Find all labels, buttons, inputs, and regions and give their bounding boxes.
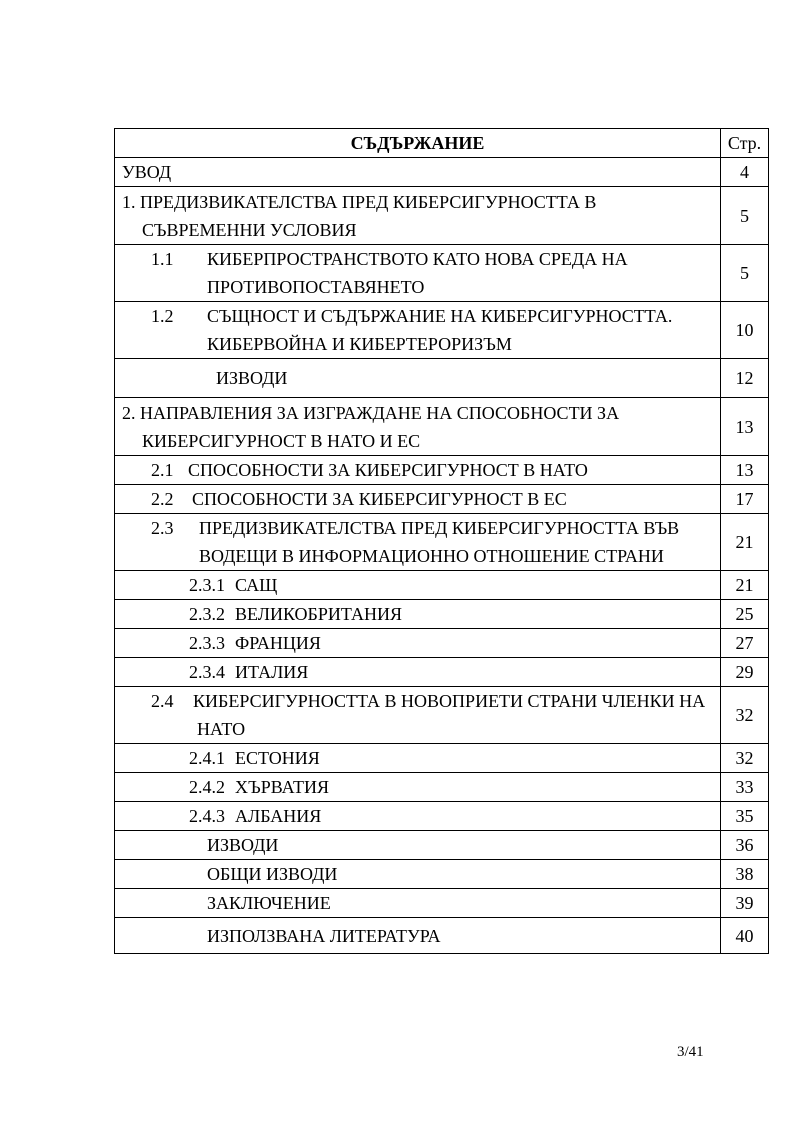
toc-entry <box>115 302 721 359</box>
toc-row <box>115 158 769 187</box>
toc-entry-text: ИТАЛИЯ <box>235 662 309 682</box>
toc-row <box>115 302 769 359</box>
toc-row <box>115 514 769 571</box>
toc-entry-body <box>122 399 720 455</box>
toc-entry-text: ИЗВОДИ <box>115 831 721 860</box>
toc-entry-page: 39 <box>721 889 769 918</box>
toc-entry-number: 2.1 <box>151 460 174 480</box>
toc-row <box>115 359 769 398</box>
toc-entry-body <box>115 600 720 628</box>
toc-entry-body <box>115 514 720 570</box>
toc-entry-page: 32 <box>721 744 769 773</box>
toc-entry <box>115 571 721 600</box>
toc-entry-page: 35 <box>721 802 769 831</box>
toc-entry-number: 2.4 <box>151 691 174 711</box>
toc-row <box>115 398 769 456</box>
toc-entry-number: 2.2 <box>151 489 174 509</box>
toc-entry-number: 1.2 <box>151 306 174 326</box>
toc-entry-text: ОБЩИ ИЗВОДИ <box>115 860 721 889</box>
toc-row <box>115 831 769 860</box>
toc-entry-page: 40 <box>721 918 769 954</box>
toc-row <box>115 629 769 658</box>
toc-row <box>115 456 769 485</box>
toc-header-row <box>115 129 769 158</box>
toc-entry-body <box>115 571 720 599</box>
toc-row <box>115 744 769 773</box>
toc-entry-page: 17 <box>721 485 769 514</box>
toc-entry-text: АЛБАНИЯ <box>235 806 322 826</box>
toc-entry-page: 13 <box>721 398 769 456</box>
toc-row <box>115 918 769 954</box>
toc-entry <box>115 514 721 571</box>
toc-entry-text: ПРЕДИЗВИКАТЕЛСТВА ПРЕД КИБЕРСИГУРНОСТТА В СЪВРЕМЕННИ УСЛОВИЯ <box>140 191 597 240</box>
toc-entry-text: УВОД <box>115 158 721 187</box>
toc-entry-page: 5 <box>721 245 769 302</box>
toc-entry <box>115 245 721 302</box>
toc-entry <box>115 802 721 831</box>
toc-row <box>115 802 769 831</box>
toc-entry <box>115 485 721 514</box>
toc-row <box>115 687 769 744</box>
toc-row <box>115 245 769 302</box>
toc-entry-text: ЕСТОНИЯ <box>235 748 320 768</box>
toc-entry-text: САЩ <box>235 575 278 595</box>
toc-entry-page: 32 <box>721 687 769 744</box>
toc-entry-body <box>115 456 720 484</box>
toc-row <box>115 889 769 918</box>
toc-entry-text: ФРАНЦИЯ <box>235 633 321 653</box>
toc-row <box>115 860 769 889</box>
toc-entry <box>115 600 721 629</box>
toc-entry-page: 27 <box>721 629 769 658</box>
toc-title: СЪДЪРЖАНИЕ <box>115 129 721 158</box>
toc-row <box>115 600 769 629</box>
toc-entry-text: СЪЩНОСТ И СЪДЪРЖАНИЕ НА КИБЕРСИГУРНОСТТА. КИБЕРВОЙНА И КИБЕРТЕРОРИЗЪМ <box>207 306 673 354</box>
toc-row <box>115 658 769 687</box>
toc-row <box>115 187 769 245</box>
page-column-header: Стр. <box>721 129 769 158</box>
toc-entry-number: 1.1 <box>151 249 174 269</box>
toc-entry-page: 10 <box>721 302 769 359</box>
toc-entry <box>115 658 721 687</box>
toc-entry-number: 2.3 <box>151 518 174 538</box>
toc-entry <box>115 773 721 802</box>
toc-entry-page: 25 <box>721 600 769 629</box>
toc-entry-page: 13 <box>721 456 769 485</box>
toc-entry-page: 36 <box>721 831 769 860</box>
toc-entry-number: 2.3.1 <box>189 575 225 595</box>
toc-entry-number: 2.4.2 <box>189 777 225 797</box>
toc-entry-page: 5 <box>721 187 769 245</box>
toc-entry <box>115 456 721 485</box>
toc-entry <box>115 187 721 245</box>
toc-entry-number: 2.4.3 <box>189 806 225 826</box>
toc-entry-text: КИБЕРСИГУРНОСТТА В НОВОПРИЕТИ СТРАНИ ЧЛЕНКИ НА НАТО <box>193 691 706 739</box>
toc-entry-number: 1. <box>122 191 136 212</box>
toc-entry-number: 2.3.3 <box>189 633 225 653</box>
toc-entry-page: 38 <box>721 860 769 889</box>
toc-entry-page: 29 <box>721 658 769 687</box>
toc-entry-body <box>115 485 720 513</box>
toc-entry-body <box>115 302 720 358</box>
toc-entry-body <box>115 773 720 801</box>
toc-entry-page: 12 <box>721 359 769 398</box>
toc-table <box>114 128 769 954</box>
toc-entry-text: ИЗВОДИ <box>115 359 721 398</box>
toc-entry-page: 4 <box>721 158 769 187</box>
toc-entry-text: ПРЕДИЗВИКАТЕЛСТВА ПРЕД КИБЕРСИГУРНОСТТА ВЪВ ВОДЕЩИ В ИНФОРМАЦИОННО ОТНОШЕНИЕ СТРАНИ <box>199 518 680 566</box>
toc-entry-number: 2.3.4 <box>189 662 225 682</box>
toc-row <box>115 571 769 600</box>
toc-entry-body <box>122 188 720 244</box>
toc-row <box>115 773 769 802</box>
toc-entry-page: 33 <box>721 773 769 802</box>
toc-entry <box>115 687 721 744</box>
toc-entry-body <box>115 245 720 301</box>
toc-entry-number: 2.4.1 <box>189 748 225 768</box>
page-number: 3/41 <box>677 1044 704 1060</box>
toc-entry-text: СПОСОБНОСТИ ЗА КИБЕРСИГУРНОСТ В ЕС <box>192 489 567 509</box>
toc-entry <box>115 398 721 456</box>
toc-entry-body <box>115 629 720 657</box>
toc-entry-page: 21 <box>721 514 769 571</box>
toc-entry-body <box>115 658 720 686</box>
toc-entry-text: ВЕЛИКОБРИТАНИЯ <box>235 604 402 624</box>
toc-entry-number: 2. <box>122 402 136 423</box>
toc-entry-page: 21 <box>721 571 769 600</box>
toc-entry-body <box>115 744 720 772</box>
toc-entry-text: ИЗПОЛЗВАНА ЛИТЕРАТУРА <box>115 918 721 954</box>
toc-entry-text: СПОСОБНОСТИ ЗА КИБЕРСИГУРНОСТ В НАТО <box>188 460 588 480</box>
toc-entry-text: КИБЕРПРОСТРАНСТВОТО КАТО НОВА СРЕДА НА ПРОТИВОПОСТАВЯНЕТО <box>207 249 628 297</box>
toc-row <box>115 485 769 514</box>
toc-entry-number: 2.3.2 <box>189 604 225 624</box>
toc-entry <box>115 629 721 658</box>
toc-entry-text: НАПРАВЛЕНИЯ ЗА ИЗГРАЖДАНЕ НА СПОСОБНОСТИ ЗА КИБЕРСИГУРНОСТ В НАТО И ЕС <box>140 402 620 451</box>
toc-entry-text: ЗАКЛЮЧЕНИЕ <box>115 889 721 918</box>
toc-entry-body <box>115 687 720 743</box>
toc-entry-text: ХЪРВАТИЯ <box>235 777 330 797</box>
toc-entry <box>115 744 721 773</box>
toc-entry-body <box>115 802 720 830</box>
